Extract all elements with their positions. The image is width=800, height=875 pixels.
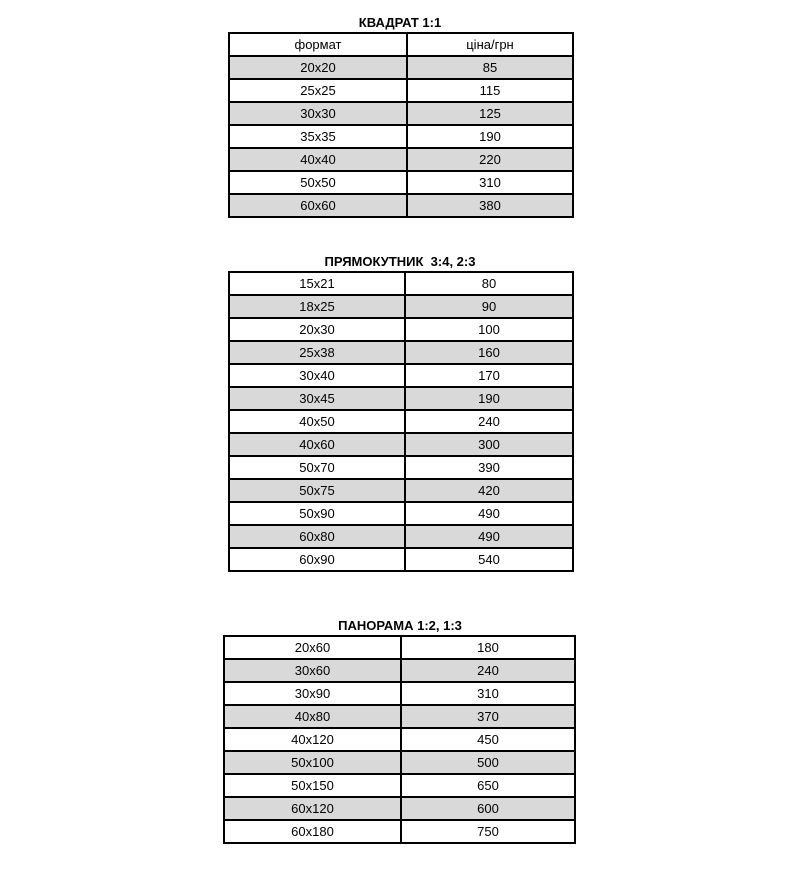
price-cell: 100 xyxy=(405,318,573,341)
format-cell: 40x60 xyxy=(229,433,405,456)
table-row xyxy=(229,272,573,295)
price-cell: 370 xyxy=(401,705,575,728)
table-row xyxy=(229,410,573,433)
table-header-row xyxy=(229,33,573,56)
table-row xyxy=(229,456,573,479)
table-row xyxy=(229,341,573,364)
table-row xyxy=(229,364,573,387)
format-cell: 60x120 xyxy=(224,797,401,820)
table-row xyxy=(229,318,573,341)
format-cell: 25x38 xyxy=(229,341,405,364)
price-cell: 390 xyxy=(405,456,573,479)
format-cell: 60x60 xyxy=(229,194,407,217)
format-cell: 60x180 xyxy=(224,820,401,843)
header-format-cell: формат xyxy=(229,33,407,56)
format-cell: 60x80 xyxy=(229,525,405,548)
price-cell: 220 xyxy=(407,148,573,171)
table-row xyxy=(224,820,575,843)
table-row xyxy=(229,525,573,548)
table-row xyxy=(224,636,575,659)
format-cell: 40x80 xyxy=(224,705,401,728)
price-cell: 750 xyxy=(401,820,575,843)
format-cell: 35x35 xyxy=(229,125,407,148)
table-row xyxy=(224,797,575,820)
table-row xyxy=(224,705,575,728)
format-cell: 30x40 xyxy=(229,364,405,387)
header-price-cell: ціна/грн xyxy=(407,33,573,56)
table-row xyxy=(229,171,573,194)
price-cell: 420 xyxy=(405,479,573,502)
table-row xyxy=(224,751,575,774)
format-cell: 20x20 xyxy=(229,56,407,79)
format-cell: 30x60 xyxy=(224,659,401,682)
format-cell: 40x40 xyxy=(229,148,407,171)
price-cell: 170 xyxy=(405,364,573,387)
table-row xyxy=(229,502,573,525)
format-cell: 20x60 xyxy=(224,636,401,659)
format-cell: 50x90 xyxy=(229,502,405,525)
price-cell: 540 xyxy=(405,548,573,571)
price-cell: 190 xyxy=(407,125,573,148)
table-row xyxy=(229,194,573,217)
table-row xyxy=(224,774,575,797)
table-row xyxy=(224,659,575,682)
price-cell: 600 xyxy=(401,797,575,820)
price-cell: 125 xyxy=(407,102,573,125)
format-cell: 50x150 xyxy=(224,774,401,797)
format-cell: 30x90 xyxy=(224,682,401,705)
square-price-table xyxy=(228,32,574,218)
table-row xyxy=(224,682,575,705)
price-cell: 450 xyxy=(401,728,575,751)
table-row xyxy=(229,295,573,318)
price-cell: 490 xyxy=(405,502,573,525)
table-row xyxy=(229,125,573,148)
table-row xyxy=(229,433,573,456)
price-cell: 310 xyxy=(407,171,573,194)
format-cell: 20x30 xyxy=(229,318,405,341)
format-cell: 25x25 xyxy=(229,79,407,102)
table-row xyxy=(229,479,573,502)
price-cell: 80 xyxy=(405,272,573,295)
price-cell: 500 xyxy=(401,751,575,774)
format-cell: 50x50 xyxy=(229,171,407,194)
rectangle-price-table xyxy=(228,271,574,572)
format-cell: 50x70 xyxy=(229,456,405,479)
format-cell: 50x75 xyxy=(229,479,405,502)
format-cell: 30x30 xyxy=(229,102,407,125)
price-cell: 90 xyxy=(405,295,573,318)
format-cell: 50x100 xyxy=(224,751,401,774)
price-cell: 160 xyxy=(405,341,573,364)
price-cell: 300 xyxy=(405,433,573,456)
price-cell: 490 xyxy=(405,525,573,548)
table-row xyxy=(229,548,573,571)
panorama-section-title: ПАНОРАМА 1:2, 1:3 xyxy=(338,618,462,633)
price-cell: 380 xyxy=(407,194,573,217)
format-cell: 60x90 xyxy=(229,548,405,571)
price-cell: 240 xyxy=(401,659,575,682)
table-row xyxy=(224,728,575,751)
price-cell: 240 xyxy=(405,410,573,433)
table-row xyxy=(229,387,573,410)
format-cell: 40x50 xyxy=(229,410,405,433)
price-cell: 190 xyxy=(405,387,573,410)
rectangle-section-title: ПРЯМОКУТНИК 3:4, 2:3 xyxy=(324,254,476,269)
table-row xyxy=(229,56,573,79)
price-cell: 115 xyxy=(407,79,573,102)
square-section-title: КВАДРАТ 1:1 xyxy=(358,15,442,30)
price-cell: 85 xyxy=(407,56,573,79)
format-cell: 15x21 xyxy=(229,272,405,295)
table-row xyxy=(229,102,573,125)
panorama-price-table xyxy=(223,635,576,844)
format-cell: 18x25 xyxy=(229,295,405,318)
table-row xyxy=(229,79,573,102)
format-cell: 40x120 xyxy=(224,728,401,751)
table-row xyxy=(229,148,573,171)
price-cell: 180 xyxy=(401,636,575,659)
price-cell: 650 xyxy=(401,774,575,797)
price-cell: 310 xyxy=(401,682,575,705)
format-cell: 30x45 xyxy=(229,387,405,410)
